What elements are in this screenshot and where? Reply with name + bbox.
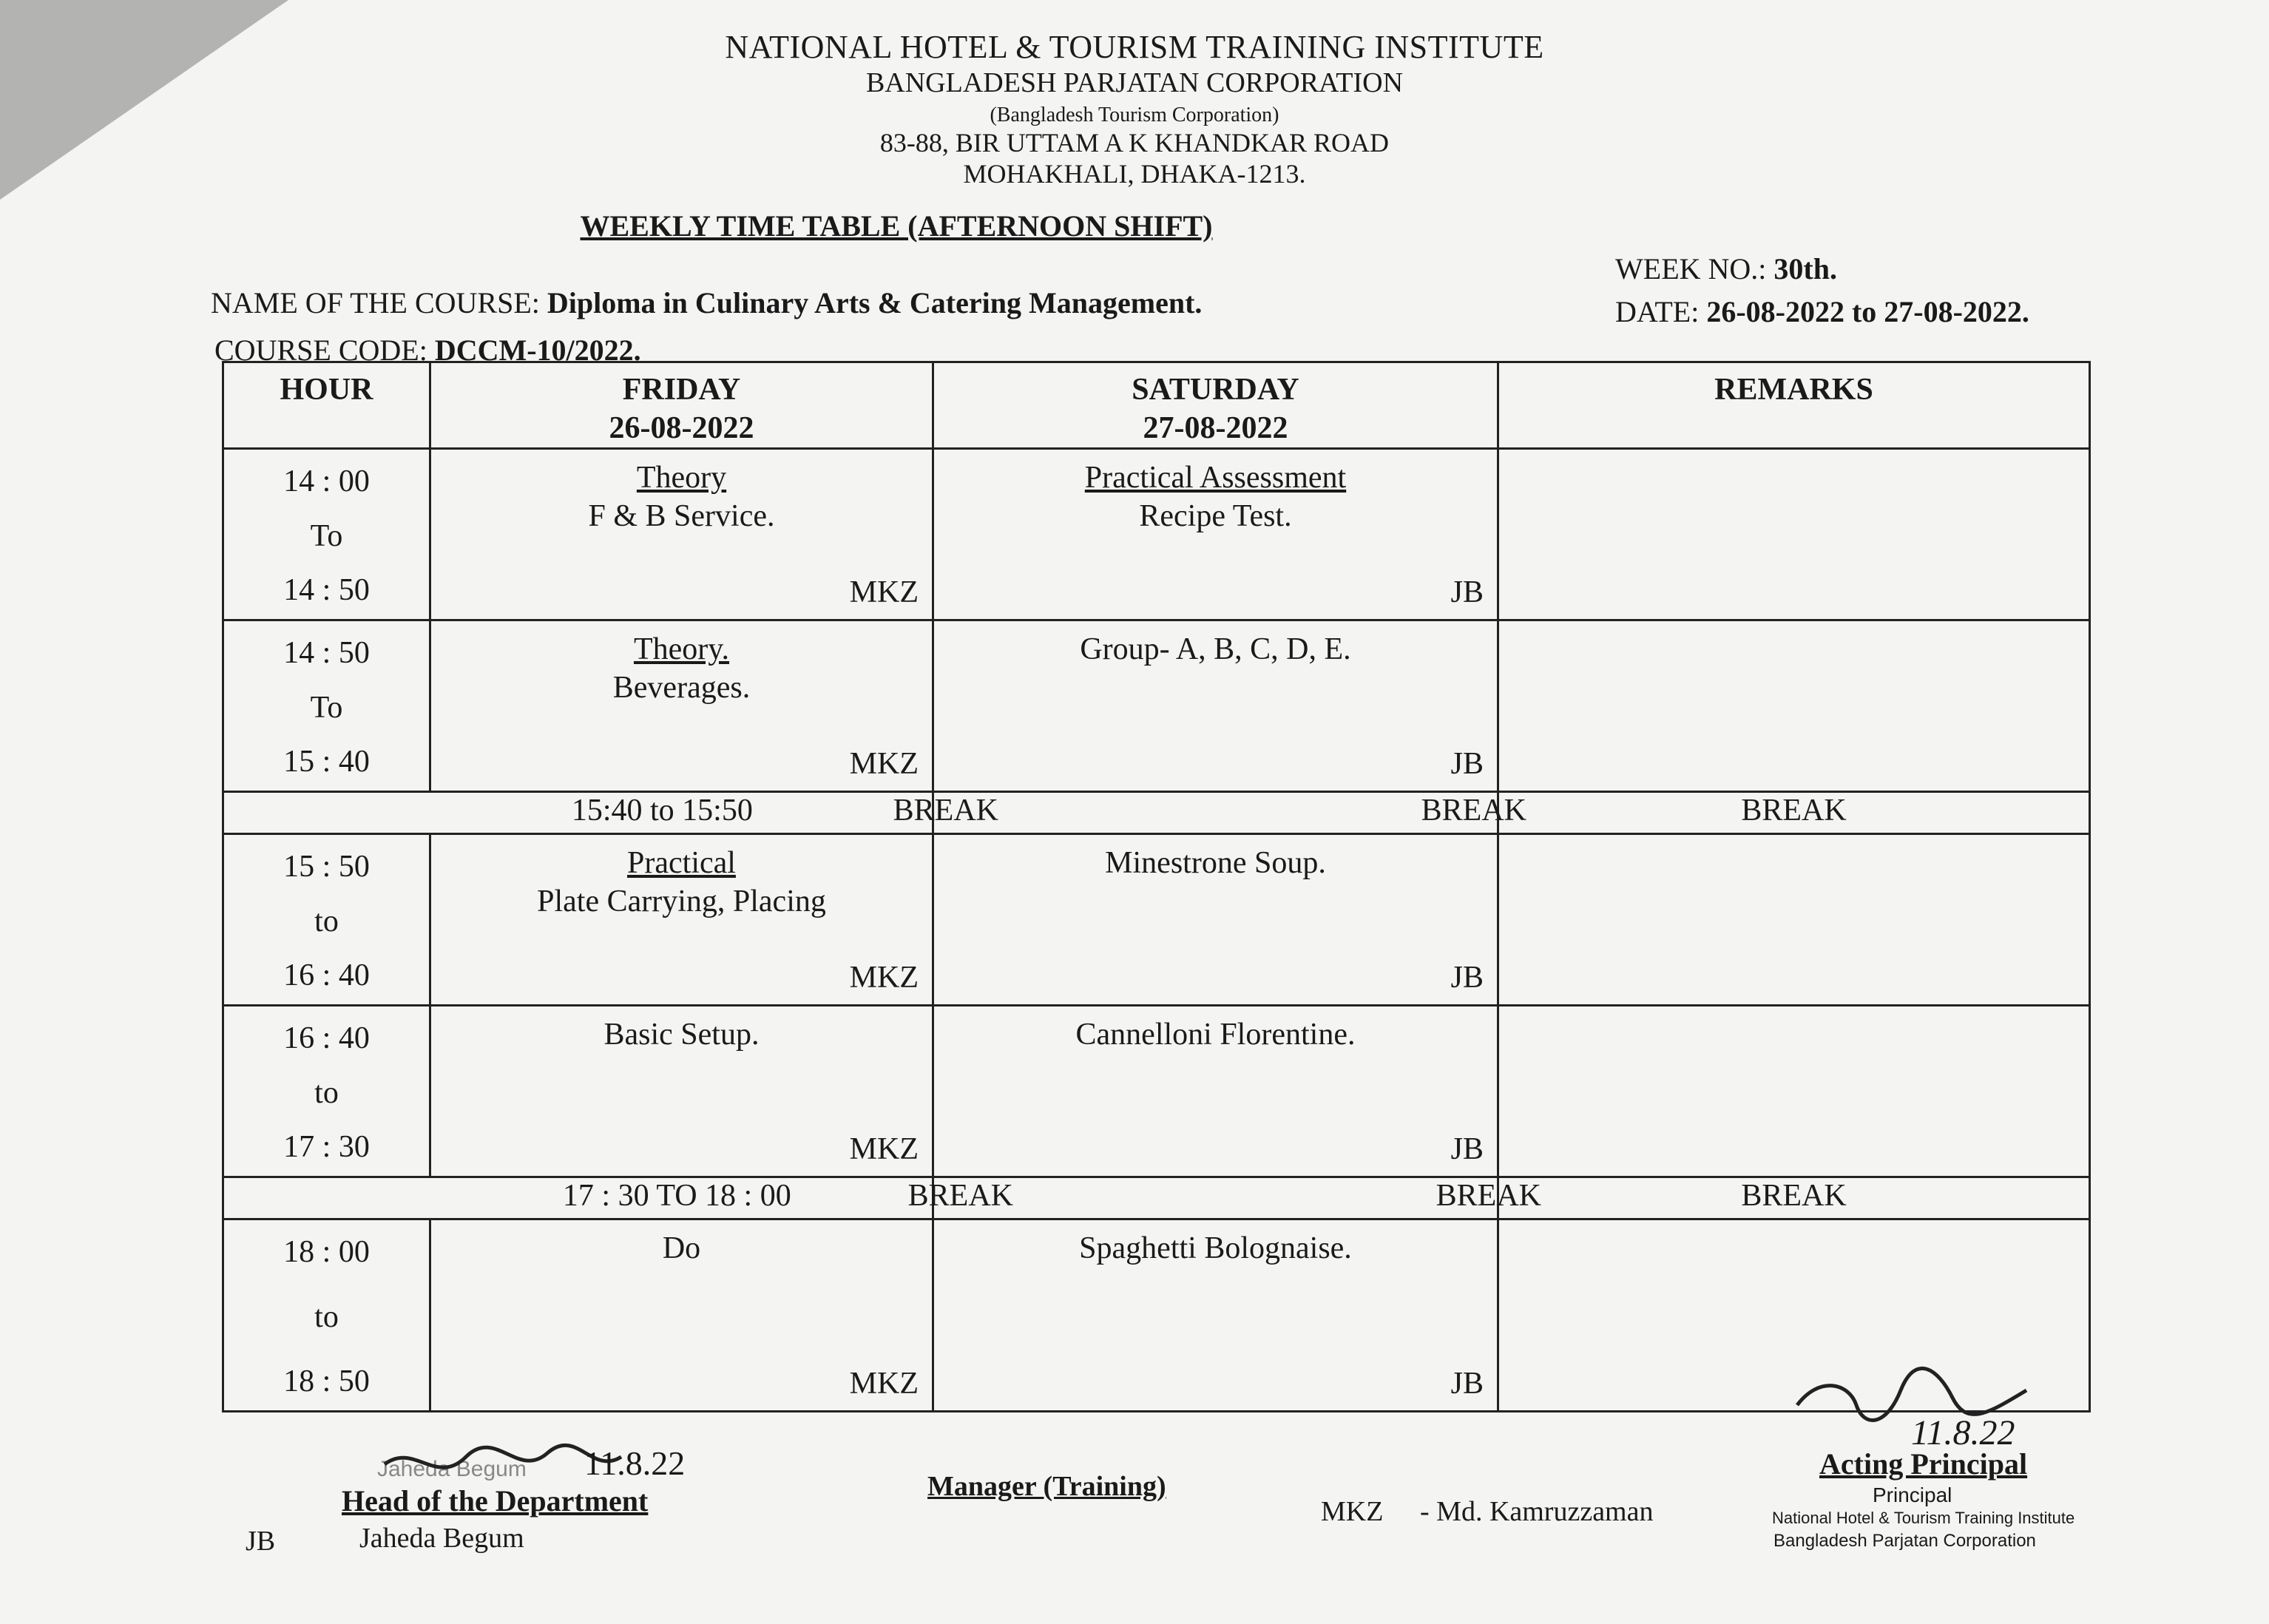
course-name-label: NAME OF THE COURSE: [211, 286, 540, 319]
course-code-value: DCCM-10/2022. [434, 334, 641, 367]
session-subject: Do [662, 1231, 701, 1265]
manager-training: Manager (Training) [927, 1471, 1166, 1502]
teacher-code: JB [1450, 1367, 1484, 1401]
remarks-cell [1498, 449, 2090, 620]
table-row [223, 449, 2090, 620]
session-subject: Group- A, B, C, D, E. [1080, 632, 1351, 666]
friday-cell [430, 449, 933, 620]
friday-cell [430, 620, 933, 792]
session-type: Practical [627, 846, 736, 880]
address-line: 83-88, BIR UTTAM A K KHANDKAR ROAD [879, 128, 1390, 158]
saturday-cell [933, 1006, 1498, 1177]
course-code-label: COURSE CODE: [214, 334, 427, 367]
break-row [223, 1177, 2090, 1219]
jb-name: Jaheda Begum [359, 1523, 524, 1554]
teacher-code: MKZ [849, 961, 919, 995]
friday-label: FRIDAY [622, 373, 741, 407]
break-remarks: BREAK [1498, 792, 2090, 834]
saturday-cell [933, 449, 1498, 620]
teacher-code: JB [1450, 747, 1484, 781]
break-time: 17 : 30 TO 18 : 00 BREAK [223, 1177, 933, 1219]
header-row [223, 362, 2090, 449]
document-title: WEEKLY TIME TABLE (AFTERNOON SHIFT) [580, 209, 1213, 243]
hour-cell: 14 : 50 To 15 : 40 [223, 620, 430, 792]
session-subject: Cannelloni Florentine. [1075, 1018, 1356, 1052]
week-value: 30th. [1773, 252, 1837, 285]
principal-title: Acting Principal [1819, 1447, 2028, 1481]
break-saturday: BREAK [933, 792, 1498, 834]
date-range [1615, 294, 2029, 329]
session-type: Theory [636, 461, 727, 495]
hour-cell: 16 : 40 to 17 : 30 [223, 1006, 430, 1177]
hour-header: HOUR [223, 362, 430, 449]
mkz-abbreviation: MKZ [1321, 1496, 1384, 1527]
session-type: Practical Assessment [1084, 461, 1347, 495]
saturday-cell [933, 834, 1498, 1006]
remarks-header: REMARKS [1498, 362, 2090, 449]
mkz-name: - Md. Kamruzzaman [1420, 1496, 1654, 1527]
institute-name: NATIONAL HOTEL & TOURISM TRAINING INSTITUTE [725, 29, 1544, 65]
teacher-code: MKZ [849, 575, 919, 609]
break-time: 15:40 to 15:50 BREAK [223, 792, 933, 834]
remarks-cell [1498, 1006, 2090, 1177]
teacher-code: MKZ [849, 1367, 919, 1401]
jb-abbreviation: JB [246, 1526, 276, 1557]
remarks-cell [1498, 620, 2090, 792]
saturday-cell [933, 620, 1498, 792]
teacher-code: MKZ [849, 1132, 919, 1166]
session-subject: Spaghetti Bolognaise. [1079, 1231, 1352, 1265]
session-subject: Basic Setup. [603, 1018, 760, 1052]
session-subject: Plate Carrying, Placing [537, 884, 826, 918]
table-row [223, 834, 2090, 1006]
saturday-label: SATURDAY [1132, 373, 1299, 407]
date-value: 26-08-2022 to 27-08-2022. [1706, 295, 2029, 328]
break-row [223, 792, 2090, 834]
friday-cell [430, 1006, 933, 1177]
course-name-value: Diploma in Culinary Arts & Catering Management. [547, 286, 1203, 319]
saturday-date: 27-08-2022 [1143, 411, 1288, 445]
course-name [211, 285, 1202, 320]
session-subject: F & B Service. [588, 499, 775, 533]
table-row [223, 1006, 2090, 1177]
timetable [222, 361, 2091, 1412]
corporation-name: BANGLADESH PARJATAN CORPORATION [865, 67, 1404, 98]
stamp-line-principal: Principal [1873, 1483, 1952, 1506]
break-remarks: BREAK [1498, 1177, 2090, 1219]
hour-cell: 18 : 00 to 18 : 50 [223, 1219, 430, 1412]
session-subject: Minestrone Soup. [1105, 846, 1326, 880]
stamp-line-institute: National Hotel & Tourism Training Institute [1772, 1509, 2075, 1527]
hour-cell: 14 : 00 To 14 : 50 [223, 449, 430, 620]
hod-stamp: Jaheda Begum [377, 1457, 527, 1481]
teacher-code: JB [1450, 961, 1484, 995]
saturday-cell [933, 1219, 1498, 1412]
saturday-header [933, 362, 1498, 449]
session-subject: Recipe Test. [1139, 499, 1292, 533]
week-label: WEEK NO.: [1615, 252, 1767, 285]
teacher-code: MKZ [849, 747, 919, 781]
friday-header [430, 362, 933, 449]
friday-cell [430, 1219, 933, 1412]
corporation-alt-name: (Bangladesh Tourism Corporation) [990, 104, 1279, 126]
principal-signature-date: 11.8.22 [1911, 1413, 2015, 1452]
table-row [223, 620, 2090, 792]
session-subject: Beverages. [612, 671, 751, 705]
stamp-line-corporation: Bangladesh Parjatan Corporation [1773, 1531, 2036, 1551]
hod-title: Head of the Department [342, 1484, 649, 1518]
friday-date: 26-08-2022 [609, 411, 754, 445]
break-saturday: BREAK [933, 1177, 1498, 1219]
hour-cell: 15 : 50 to 16 : 40 [223, 834, 430, 1006]
date-label: DATE: [1615, 295, 1700, 328]
hod-signature-date: 11.8.22 [584, 1444, 686, 1482]
city-line: MOHAKHALI, DHAKA-1213. [963, 159, 1306, 189]
teacher-code: JB [1450, 575, 1484, 609]
week-number [1615, 251, 1837, 286]
friday-cell [430, 834, 933, 1006]
session-type: Theory. [633, 632, 730, 666]
teacher-code: JB [1450, 1132, 1484, 1166]
remarks-cell [1498, 834, 2090, 1006]
